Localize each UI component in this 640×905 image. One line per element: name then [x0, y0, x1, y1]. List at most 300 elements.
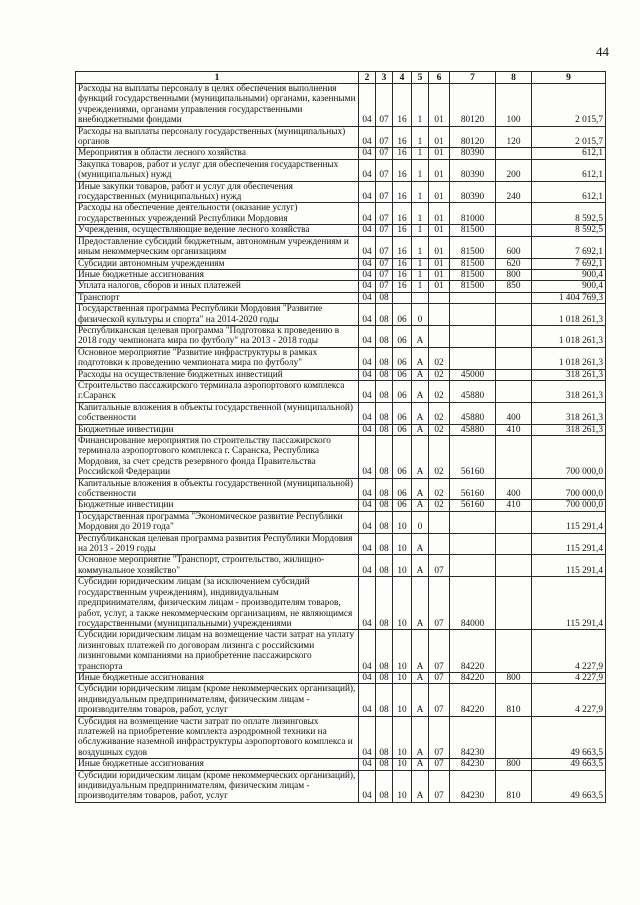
cell-direction: 80390	[450, 181, 496, 203]
cell-subprogram: А	[412, 380, 429, 402]
col-header: 1	[76, 72, 359, 84]
cell-expense-type: 810	[496, 684, 532, 716]
cell-amount: 7 692,1	[532, 236, 606, 258]
cell-subsection: 08	[376, 478, 393, 500]
cell-section: 04	[359, 630, 376, 673]
row-name: Иные бюджетные ассигнования	[76, 269, 359, 280]
header-row	[76, 72, 606, 84]
row-name: Предоставление субсидий бюджетным, автономным учреждениям и иным некоммерческим организациям	[76, 236, 359, 258]
cell-amount: 318 261,3	[532, 380, 606, 402]
cell-subprogram: 1	[412, 181, 429, 203]
row-name: Учреждения, осуществляющие ведение лесного хозяйства	[76, 225, 359, 236]
cell-expense-type: 410	[496, 424, 532, 435]
cell-subsection: 08	[376, 402, 393, 424]
cell-expense-type	[496, 347, 532, 369]
cell-section: 04	[359, 511, 376, 533]
cell-measure: 07	[429, 672, 450, 683]
cell-program: 10	[393, 770, 412, 802]
table-row	[76, 511, 606, 533]
cell-subsection: 08	[376, 424, 393, 435]
row-name: Бюджетные инвестиции	[76, 500, 359, 511]
cell-direction: 81500	[450, 269, 496, 280]
cell-expense-type	[496, 555, 532, 577]
cell-expense-type	[496, 292, 532, 303]
cell-amount: 1 404 769,3	[532, 292, 606, 303]
cell-amount: 4 227,9	[532, 684, 606, 716]
table-row	[76, 478, 606, 500]
cell-program: 10	[393, 630, 412, 673]
col-header: 7	[450, 72, 496, 84]
cell-section: 04	[359, 436, 376, 479]
cell-section: 04	[359, 369, 376, 380]
cell-subsection: 08	[376, 380, 393, 402]
cell-subprogram: А	[412, 436, 429, 479]
row-name: Республиканская целевая программа развития Республики Мордовия на 2013 - 2019 годы	[76, 533, 359, 555]
cell-subsection: 07	[376, 126, 393, 148]
row-name: Субсидия на возмещение части затрат по оплате лизинговых платежей на приобретение комплекта аэродромной техники на обслуживание наземной инфраструктуры аэропортового комплекса и воздушных судов	[76, 716, 359, 759]
cell-subsection: 08	[376, 759, 393, 770]
cell-direction: 80390	[450, 159, 496, 181]
cell-program: 06	[393, 325, 412, 347]
cell-expense-type	[496, 533, 532, 555]
cell-program: 06	[393, 369, 412, 380]
budget-table	[75, 71, 606, 803]
cell-subprogram: А	[412, 347, 429, 369]
row-name: Субсидии юридическим лицам на возмещение части затрат на уплату лизинговых платежей по договорам лизинга с российскими лизинговыми компаниями на приобретение пассажирского транспорта	[76, 630, 359, 673]
table-row	[76, 126, 606, 148]
cell-direction: 84230	[450, 759, 496, 770]
cell-subprogram: 1	[412, 126, 429, 148]
cell-section: 04	[359, 304, 376, 326]
table-row	[76, 770, 606, 802]
cell-subprogram	[412, 292, 429, 303]
cell-subprogram: 1	[412, 269, 429, 280]
cell-program: 16	[393, 258, 412, 269]
table-row	[76, 203, 606, 225]
cell-direction: 80120	[450, 126, 496, 148]
cell-subprogram: 1	[412, 148, 429, 159]
cell-section: 04	[359, 500, 376, 511]
cell-direction	[450, 325, 496, 347]
cell-section: 04	[359, 269, 376, 280]
cell-measure: 02	[429, 380, 450, 402]
cell-measure: 01	[429, 269, 450, 280]
table-row	[76, 181, 606, 203]
cell-amount: 1 018 261,3	[532, 325, 606, 347]
row-name: Финансирование мероприятия по строительству пассажирского терминала аэропортового комплекса г. Саранска, Республика Мордовия, за счет средств резервного фонда Правительства Российской Федерации	[76, 436, 359, 479]
cell-subsection: 07	[376, 84, 393, 127]
cell-expense-type: 240	[496, 181, 532, 203]
cell-direction: 56160	[450, 436, 496, 479]
cell-expense-type	[496, 577, 532, 630]
col-header: 2	[359, 72, 376, 84]
cell-program: 16	[393, 126, 412, 148]
cell-subprogram: 1	[412, 84, 429, 127]
row-name: Иные бюджетные ассигнования	[76, 672, 359, 683]
cell-direction: 84230	[450, 770, 496, 802]
cell-direction: 81500	[450, 281, 496, 292]
row-name: Расходы на осуществление бюджетных инвестиций	[76, 369, 359, 380]
cell-amount: 7 692,1	[532, 258, 606, 269]
cell-subprogram: А	[412, 672, 429, 683]
cell-measure: 01	[429, 203, 450, 225]
table-row	[76, 281, 606, 292]
cell-section: 04	[359, 402, 376, 424]
cell-program: 06	[393, 380, 412, 402]
cell-program: 16	[393, 236, 412, 258]
cell-subsection: 08	[376, 304, 393, 326]
table-row	[76, 672, 606, 683]
cell-subprogram: А	[412, 478, 429, 500]
table-row	[76, 159, 606, 181]
cell-amount: 1 018 261,3	[532, 347, 606, 369]
cell-amount: 900,4	[532, 281, 606, 292]
cell-amount: 2 015,7	[532, 84, 606, 127]
cell-direction: 80120	[450, 84, 496, 127]
cell-section: 04	[359, 555, 376, 577]
cell-measure: 01	[429, 126, 450, 148]
cell-section: 04	[359, 478, 376, 500]
cell-subsection: 08	[376, 325, 393, 347]
table-row	[76, 225, 606, 236]
cell-expense-type: 410	[496, 500, 532, 511]
cell-subprogram: А	[412, 759, 429, 770]
cell-expense-type	[496, 369, 532, 380]
cell-section: 04	[359, 770, 376, 802]
cell-subsection: 08	[376, 577, 393, 630]
cell-subprogram: А	[412, 500, 429, 511]
cell-amount: 8 592,5	[532, 203, 606, 225]
cell-amount: 115 291,4	[532, 533, 606, 555]
row-name: Иные бюджетные ассигнования	[76, 759, 359, 770]
row-name: Субсидии юридическим лицам (кроме некоммерческих организаций), индивидуальным предпринимателям, физическим лицам - производителям товаров, работ, услуг	[76, 770, 359, 802]
cell-amount: 318 261,3	[532, 424, 606, 435]
cell-direction: 45880	[450, 380, 496, 402]
cell-expense-type	[496, 436, 532, 479]
cell-subprogram: 0	[412, 304, 429, 326]
cell-direction: 81000	[450, 203, 496, 225]
cell-amount: 49 663,5	[532, 759, 606, 770]
cell-section: 04	[359, 148, 376, 159]
table-row	[76, 304, 606, 326]
cell-measure: 02	[429, 402, 450, 424]
cell-amount: 49 663,5	[532, 770, 606, 802]
cell-section: 04	[359, 380, 376, 402]
table-row	[76, 716, 606, 759]
cell-program: 10	[393, 672, 412, 683]
cell-measure: 01	[429, 159, 450, 181]
cell-program: 06	[393, 424, 412, 435]
cell-subprogram: А	[412, 325, 429, 347]
table-row	[76, 258, 606, 269]
cell-subprogram: А	[412, 630, 429, 673]
cell-subsection: 08	[376, 672, 393, 683]
cell-direction	[450, 555, 496, 577]
table-row	[76, 236, 606, 258]
cell-program	[393, 292, 412, 303]
cell-expense-type: 400	[496, 478, 532, 500]
cell-expense-type: 800	[496, 269, 532, 280]
cell-section: 04	[359, 258, 376, 269]
cell-section: 04	[359, 759, 376, 770]
cell-direction: 81500	[450, 236, 496, 258]
cell-subsection: 08	[376, 770, 393, 802]
cell-direction	[450, 347, 496, 369]
cell-expense-type	[496, 716, 532, 759]
cell-section: 04	[359, 533, 376, 555]
cell-subprogram: А	[412, 369, 429, 380]
cell-program: 16	[393, 269, 412, 280]
cell-measure: 01	[429, 258, 450, 269]
cell-section: 04	[359, 281, 376, 292]
table-row	[76, 500, 606, 511]
cell-amount: 4 227,9	[532, 630, 606, 673]
cell-program: 16	[393, 181, 412, 203]
row-name: Транспорт	[76, 292, 359, 303]
cell-subsection: 08	[376, 369, 393, 380]
row-name: Субсидии автономным учреждениям	[76, 258, 359, 269]
table-row	[76, 759, 606, 770]
cell-expense-type: 620	[496, 258, 532, 269]
row-name: Уплата налогов, сборов и иных платежей	[76, 281, 359, 292]
cell-measure: 01	[429, 84, 450, 127]
cell-subsection: 08	[376, 684, 393, 716]
cell-expense-type: 850	[496, 281, 532, 292]
col-header: 6	[429, 72, 450, 84]
cell-subsection: 07	[376, 269, 393, 280]
cell-measure: 07	[429, 577, 450, 630]
cell-program: 16	[393, 159, 412, 181]
table-row	[76, 436, 606, 479]
cell-measure	[429, 511, 450, 533]
cell-expense-type: 200	[496, 159, 532, 181]
cell-direction: 80390	[450, 148, 496, 159]
row-name: Иные закупки товаров, работ и услуг для обеспечения государственных (муниципальных) нужд	[76, 181, 359, 203]
cell-measure: 01	[429, 181, 450, 203]
row-name: Капитальные вложения в объекты государственной (муниципальной) собственности	[76, 478, 359, 500]
cell-amount: 700 000,0	[532, 436, 606, 479]
cell-subprogram: 0	[412, 511, 429, 533]
cell-program: 06	[393, 402, 412, 424]
row-name: Расходы на обеспечение деятельности (оказание услуг) государственных учреждений Республики Мордовия	[76, 203, 359, 225]
cell-program: 10	[393, 716, 412, 759]
cell-program: 16	[393, 225, 412, 236]
row-name: Закупка товаров, работ и услуг для обеспечения государственных (муниципальных) нужд	[76, 159, 359, 181]
col-header: 9	[532, 72, 606, 84]
cell-program: 06	[393, 436, 412, 479]
cell-section: 04	[359, 325, 376, 347]
cell-direction	[450, 292, 496, 303]
cell-measure: 02	[429, 347, 450, 369]
cell-subprogram: 1	[412, 281, 429, 292]
cell-amount: 115 291,4	[532, 555, 606, 577]
cell-measure: 07	[429, 630, 450, 673]
cell-direction	[450, 533, 496, 555]
cell-section: 04	[359, 684, 376, 716]
cell-direction: 84220	[450, 684, 496, 716]
cell-amount: 115 291,4	[532, 577, 606, 630]
table-row	[76, 577, 606, 630]
cell-measure: 07	[429, 716, 450, 759]
cell-expense-type	[496, 203, 532, 225]
cell-section: 04	[359, 203, 376, 225]
table-row	[76, 684, 606, 716]
cell-measure: 02	[429, 478, 450, 500]
cell-program: 10	[393, 533, 412, 555]
cell-amount: 49 663,5	[532, 716, 606, 759]
row-name: Государственная программа Республики Мордовия "Развитие физической культуры и спорта" на 2014-2020 годы	[76, 304, 359, 326]
row-name: Расходы на выплаты персоналу в целях обеспечения выполнения функций государственными (муниципальными) органами, казенными учреждениями, органами управления государственными внебюджетными фондами	[76, 84, 359, 127]
cell-measure: 07	[429, 770, 450, 802]
cell-amount: 612,1	[532, 159, 606, 181]
table-row	[76, 369, 606, 380]
row-name: Мероприятия в области лесного хозяйства	[76, 148, 359, 159]
table-row	[76, 347, 606, 369]
cell-subprogram: А	[412, 555, 429, 577]
cell-subprogram: 1	[412, 258, 429, 269]
cell-subsection: 08	[376, 500, 393, 511]
cell-amount: 8 592,5	[532, 225, 606, 236]
page-number: 44	[596, 44, 609, 59]
table-row	[76, 292, 606, 303]
cell-section: 04	[359, 424, 376, 435]
cell-amount: 700 000,0	[532, 500, 606, 511]
cell-measure: 02	[429, 436, 450, 479]
cell-subprogram: А	[412, 716, 429, 759]
cell-amount: 2 015,7	[532, 126, 606, 148]
table-row	[76, 380, 606, 402]
cell-subsection: 07	[376, 236, 393, 258]
row-name: Основное мероприятие "Транспорт, строительство, жилищно-коммунальное хозяйство"	[76, 555, 359, 577]
cell-subsection: 07	[376, 203, 393, 225]
cell-amount: 612,1	[532, 148, 606, 159]
cell-measure	[429, 292, 450, 303]
cell-subprogram: 1	[412, 203, 429, 225]
cell-direction: 81500	[450, 258, 496, 269]
cell-program: 06	[393, 304, 412, 326]
col-header: 4	[393, 72, 412, 84]
cell-expense-type	[496, 380, 532, 402]
row-name: Расходы на выплаты персоналу государственных (муниципальных) органов	[76, 126, 359, 148]
cell-section: 04	[359, 236, 376, 258]
cell-program: 06	[393, 347, 412, 369]
table-row	[76, 402, 606, 424]
cell-direction	[450, 511, 496, 533]
cell-amount: 318 261,3	[532, 402, 606, 424]
cell-amount: 612,1	[532, 181, 606, 203]
cell-section: 04	[359, 159, 376, 181]
table-row	[76, 325, 606, 347]
col-header: 5	[412, 72, 429, 84]
cell-section: 04	[359, 672, 376, 683]
cell-amount: 4 227,9	[532, 672, 606, 683]
cell-direction: 81500	[450, 225, 496, 236]
row-name: Республиканская целевая программа "Подготовка к проведению в 2018 году чемпионата мира по футболу" на 2013 - 2018 годы	[76, 325, 359, 347]
cell-subsection: 08	[376, 292, 393, 303]
cell-direction: 84230	[450, 716, 496, 759]
cell-section: 04	[359, 716, 376, 759]
table-row	[76, 555, 606, 577]
cell-program: 10	[393, 555, 412, 577]
table-row	[76, 533, 606, 555]
cell-subsection: 08	[376, 630, 393, 673]
cell-subprogram: 1	[412, 236, 429, 258]
cell-measure: 01	[429, 281, 450, 292]
cell-direction: 56160	[450, 478, 496, 500]
row-name: Субсидии юридическим лицам (за исключением субсидий государственным учреждениям), индивидуальным предпринимателям, физическим лицам - производителям товаров, работ, услуг, а также некоммерческим организациям, не являющимся государственными (муниципальными) учреждениями	[76, 577, 359, 630]
cell-measure: 01	[429, 236, 450, 258]
cell-measure: 07	[429, 555, 450, 577]
cell-amount: 700 000,0	[532, 478, 606, 500]
cell-expense-type: 400	[496, 402, 532, 424]
cell-amount: 900,4	[532, 269, 606, 280]
cell-expense-type: 100	[496, 84, 532, 127]
cell-direction: 45880	[450, 424, 496, 435]
cell-subsection: 07	[376, 225, 393, 236]
cell-subsection: 07	[376, 181, 393, 203]
cell-direction: 45880	[450, 402, 496, 424]
cell-subprogram: А	[412, 770, 429, 802]
cell-section: 04	[359, 292, 376, 303]
cell-expense-type	[496, 630, 532, 673]
cell-expense-type	[496, 225, 532, 236]
cell-subprogram: А	[412, 577, 429, 630]
cell-subsection: 08	[376, 555, 393, 577]
table-row	[76, 84, 606, 127]
cell-subsection: 08	[376, 511, 393, 533]
cell-program: 16	[393, 84, 412, 127]
table-row	[76, 630, 606, 673]
table-row	[76, 269, 606, 280]
row-name: Субсидии юридическим лицам (кроме некоммерческих организаций), индивидуальным предпринимателям, физическим лицам - производителям товаров, работ, услуг	[76, 684, 359, 716]
col-header: 8	[496, 72, 532, 84]
cell-expense-type: 120	[496, 126, 532, 148]
cell-direction: 84000	[450, 577, 496, 630]
cell-direction	[450, 304, 496, 326]
table-row	[76, 148, 606, 159]
cell-expense-type	[496, 304, 532, 326]
cell-direction: 84220	[450, 630, 496, 673]
cell-amount: 1 018 261,3	[532, 304, 606, 326]
cell-measure: 02	[429, 500, 450, 511]
cell-program: 10	[393, 759, 412, 770]
row-name: Бюджетные инвестиции	[76, 424, 359, 435]
cell-program: 10	[393, 577, 412, 630]
cell-section: 04	[359, 181, 376, 203]
cell-section: 04	[359, 225, 376, 236]
cell-measure: 01	[429, 225, 450, 236]
table-row	[76, 424, 606, 435]
cell-subprogram: А	[412, 424, 429, 435]
cell-measure	[429, 533, 450, 555]
cell-measure	[429, 304, 450, 326]
cell-direction: 84220	[450, 672, 496, 683]
cell-measure	[429, 325, 450, 347]
cell-direction: 56160	[450, 500, 496, 511]
row-name: Строительство пассажирского терминала аэропортового комплекса г.Саранск	[76, 380, 359, 402]
cell-program: 16	[393, 281, 412, 292]
cell-measure: 07	[429, 759, 450, 770]
cell-measure: 01	[429, 148, 450, 159]
cell-measure: 02	[429, 424, 450, 435]
cell-subsection: 08	[376, 347, 393, 369]
cell-subsection: 08	[376, 436, 393, 479]
cell-subsection: 07	[376, 258, 393, 269]
cell-expense-type: 800	[496, 759, 532, 770]
cell-subsection: 08	[376, 533, 393, 555]
cell-section: 04	[359, 347, 376, 369]
cell-section: 04	[359, 84, 376, 127]
